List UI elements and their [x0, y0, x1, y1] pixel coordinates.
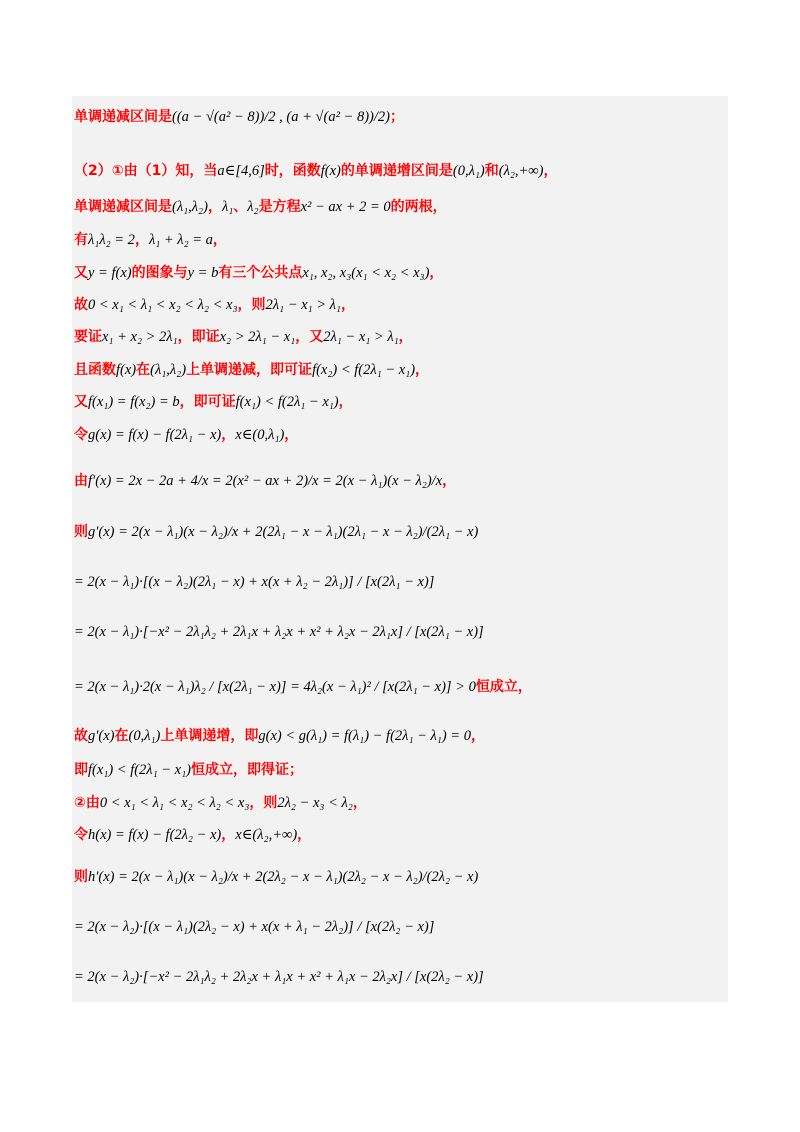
- math-run: (λ₂,+∞): [498, 163, 544, 179]
- text-run: 由: [74, 473, 88, 489]
- line-h-step1: [74, 920, 434, 935]
- text-run: 令: [74, 427, 88, 443]
- math-run: x∈(λ₂,+∞): [235, 827, 298, 843]
- text-run: 上单调递减，即可证: [186, 362, 313, 378]
- text-run: 要证: [74, 329, 102, 345]
- math-run: = 2(x − λ₁)·[−x² − 2λ₁λ₂ + 2λ₁x + λ₂x + x² + λ₂x − 2λ₁x] / [x(2λ₁ − x)]: [74, 624, 484, 640]
- text-run: 故: [74, 297, 88, 313]
- text-run: 恒成立，: [475, 679, 532, 695]
- math-run: ((a − √(a² − 8))/2 , (a + √(a² − 8))/2): [172, 109, 390, 125]
- math-run: (λ₁,λ₂): [150, 362, 187, 378]
- text-run: 有三个公共点: [218, 265, 303, 281]
- text-run: ，: [284, 427, 299, 443]
- line-h-step2: [74, 970, 484, 985]
- text-run: ，: [398, 329, 413, 345]
- text-run: 的两根，: [390, 199, 447, 215]
- math-run: = 2(x − λ₂)·[(x − λ₁)(2λ₂ − x) + x(x + λ₁ − 2λ₂)] / [x(2λ₂ − x)]: [74, 919, 435, 935]
- math-run: x₁, x₂, x₃(x₁ < x₂ < x₃): [302, 265, 430, 281]
- math-run: 2λ₂ − x₃ < λ₂: [277, 795, 353, 811]
- line-part2b-order: [74, 796, 367, 811]
- text-run: 的图象与: [131, 265, 188, 281]
- line-define-g: [74, 428, 298, 443]
- line-proved: [74, 763, 303, 778]
- text-run: ，: [134, 232, 149, 248]
- text-run: ，: [338, 394, 353, 410]
- line-g-increasing: [74, 729, 485, 744]
- line-decreasing-interval: [74, 110, 404, 125]
- math-run: a∈[4,6]: [217, 163, 265, 179]
- text-run: 在: [136, 362, 151, 378]
- text-run: ，: [212, 232, 227, 248]
- text-run: 则: [74, 869, 88, 885]
- text-run: 又: [74, 394, 88, 410]
- text-run: 故: [74, 728, 88, 744]
- text-run: ，: [207, 199, 222, 215]
- text-run: ，又: [295, 329, 324, 345]
- math-run: h(x) = f(x) − f(2λ₂ − x): [88, 827, 222, 843]
- text-run: ，: [352, 795, 367, 811]
- text-run: ，则: [237, 297, 266, 313]
- text-run: 恒成立，即得证；: [190, 762, 303, 778]
- math-run: 0 < x₁ < λ₁ < x₂ < λ₂ < x₃: [99, 795, 250, 811]
- text-run: 单调递减区间是: [74, 199, 172, 215]
- text-run: ，: [543, 163, 558, 179]
- math-run: (0,λ₁): [128, 728, 161, 744]
- math-run: 2λ₁ − x₁ > λ₁: [323, 329, 399, 345]
- text-run: 且函数: [74, 362, 116, 378]
- math-run: λ₁: [221, 199, 234, 215]
- text-run: ，则: [249, 795, 278, 811]
- line-part2-intervals: [74, 164, 557, 179]
- line-g-step2: [74, 625, 484, 640]
- text-run: ，: [221, 827, 236, 843]
- math-run: f(x₂) < f(2λ₁ − x₁): [312, 362, 416, 378]
- math-run: f(x): [320, 163, 341, 179]
- math-run: (0,λ₁): [452, 163, 485, 179]
- text-run: 时，函数: [264, 163, 321, 179]
- math-run: g(x) = f(x) − f(2λ₁ − x): [88, 427, 222, 443]
- text-run: 上单调递增，即: [160, 728, 259, 744]
- math-run: x₁ + x₂ > 2λ₁: [102, 329, 178, 345]
- text-run: ，: [340, 297, 355, 313]
- line-derivative-g: [74, 525, 478, 540]
- math-run: h′(x) = 2(x − λ₁)(x − λ₂)/x + 2(2λ₂ − x − λ₁)(2λ₂ − x − λ₂)/(2λ₂ − x): [88, 869, 479, 885]
- line-g-step3: [74, 680, 532, 695]
- math-run: g′(x) = 2(x − λ₁)(x − λ₂)/x + 2(2λ₁ − x − λ₁)(2λ₁ − x − λ₂)/(2λ₁ − x): [88, 524, 479, 540]
- math-run: λ₁ + λ₂ = a: [148, 232, 213, 248]
- line-g-step1: [74, 575, 434, 590]
- line-roots: [74, 200, 447, 215]
- text-run: ，即证: [177, 329, 220, 345]
- math-run: λ₂: [247, 199, 259, 215]
- math-run: f(x₁) < f(2λ₁ − x₁): [88, 762, 191, 778]
- line-order: [74, 298, 355, 313]
- text-run: 是方程: [258, 199, 301, 215]
- line-equal-values: [74, 395, 353, 410]
- line-derivative-h: [74, 870, 478, 885]
- text-run: 单调递减区间是: [74, 109, 172, 125]
- text-run: （2）①由（1）知，当: [74, 163, 218, 179]
- math-run: = 2(x − λ₂)·[−x² − 2λ₁λ₂ + 2λ₂x + λ₁x + x² + λ₁x − 2λ₂x] / [x(2λ₂ − x)]: [74, 969, 484, 985]
- text-run: 和: [484, 163, 499, 179]
- math-run: f(x): [116, 362, 137, 378]
- math-run: f′(x) = 2x − 2a + 4/x = 2(x² − ax + 2)/x = 2(x − λ₁)(x − λ₂)/x: [88, 473, 443, 489]
- line-to-prove: [74, 330, 413, 345]
- line-monotone: [74, 363, 429, 378]
- text-run: ，: [221, 427, 236, 443]
- math-run: y = f(x): [88, 265, 132, 281]
- math-run: f(x₁) = f(x₂) = b: [88, 394, 180, 410]
- line-derivative-f: [74, 474, 456, 489]
- math-run: 2λ₁ − x₁ > λ₁: [265, 297, 341, 313]
- math-run: x₂ > 2λ₁ − x₁: [219, 329, 296, 345]
- text-run: ，即可证: [179, 394, 236, 410]
- text-run: 在: [114, 728, 129, 744]
- math-run: y = b: [187, 265, 219, 281]
- math-run: x∈(0,λ₁): [235, 427, 285, 443]
- text-run: 令: [74, 827, 88, 843]
- math-run: 0 < x₁ < λ₁ < x₂ < λ₂ < x₃: [88, 297, 238, 313]
- math-run: f(x₁) < f(2λ₁ − x₁): [235, 394, 339, 410]
- text-run: 则: [74, 524, 88, 540]
- text-run: ，: [429, 265, 444, 281]
- math-run: = 2(x − λ₁)·2(x − λ₁)λ₂ / [x(2λ₁ − x)] = 4λ₂(x − λ₁)² / [x(2λ₁ − x)] > 0: [74, 679, 476, 695]
- math-run: λ₁λ₂ = 2: [88, 232, 135, 248]
- text-run: ，: [415, 362, 430, 378]
- text-run: ，: [470, 728, 485, 744]
- text-run: 即: [74, 762, 88, 778]
- text-run: 又: [74, 265, 88, 281]
- math-run: = 2(x − λ₁)·[(x − λ₂)(2λ₁ − x) + x(x + λ₂ − 2λ₁)] / [x(2λ₁ − x)]: [74, 574, 435, 590]
- text-run: 的单调递增区间是: [340, 163, 453, 179]
- text-run: ，: [442, 473, 457, 489]
- math-run: g′(x): [88, 728, 115, 744]
- text-run: ②由: [74, 795, 100, 811]
- line-define-h: [74, 828, 311, 843]
- text-run: 、: [233, 199, 248, 215]
- text-run: ，: [297, 827, 312, 843]
- line-three-points: [74, 266, 443, 281]
- text-run: 有: [74, 232, 88, 248]
- text-run: ；: [389, 109, 404, 125]
- math-run: (λ₁,λ₂): [172, 199, 208, 215]
- line-vieta: [74, 233, 227, 248]
- math-run: x² − ax + 2 = 0: [300, 199, 391, 215]
- math-run: g(x) < g(λ₁) = f(λ₁) − f(2λ₁ − λ₁) = 0: [258, 728, 471, 744]
